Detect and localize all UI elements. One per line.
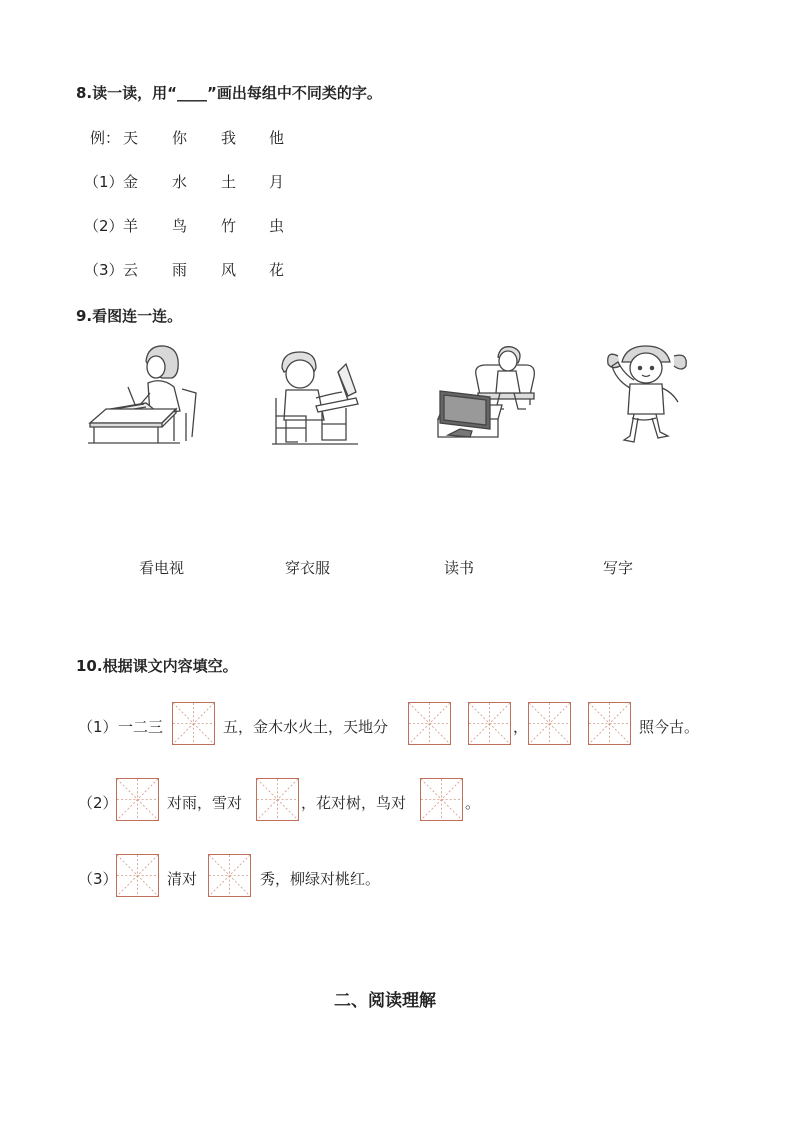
- tianzige-box[interactable]: [208, 854, 251, 897]
- char: 他: [269, 129, 285, 147]
- tianzige-box[interactable]: [172, 702, 215, 745]
- q10-line2-text3: 。: [465, 794, 481, 812]
- char: 竹: [221, 217, 237, 235]
- q10-title: 10.根据课文内容填空。: [76, 657, 238, 675]
- q10-line2-text1: 对雨，雪对: [167, 794, 243, 812]
- tianzige-box[interactable]: [468, 702, 511, 745]
- row-label: （2）: [84, 217, 124, 235]
- char: 月: [269, 173, 285, 191]
- q8-row-1: [84, 171, 390, 191]
- tianzige-box[interactable]: [588, 702, 631, 745]
- q10-line1-text2: 五，金木水火土，天地分: [223, 718, 389, 736]
- char: 鸟: [172, 217, 188, 235]
- q10-line1-num: （1）: [78, 718, 118, 736]
- char: 花: [269, 261, 285, 279]
- row-label: （3）: [84, 261, 124, 279]
- dressing-girl-illustration: [604, 342, 692, 448]
- q10-line3-text1: 清对: [167, 870, 198, 888]
- q10-line2-text2: ，花对树，鸟对: [301, 794, 407, 812]
- match-label-read-book: 读书: [444, 559, 475, 577]
- section-title: 二、阅读理解: [334, 991, 436, 1011]
- q10-line1-text3: ，: [513, 718, 529, 736]
- char: 天: [123, 129, 139, 147]
- match-label-get-dressed: 穿衣服: [285, 559, 331, 577]
- tv-watching-illustration: [436, 345, 542, 443]
- char: 土: [221, 173, 237, 191]
- char: 我: [221, 129, 237, 147]
- char: 风: [221, 261, 237, 279]
- reading-boy-illustration: [272, 350, 360, 446]
- char: 金: [123, 173, 139, 191]
- tianzige-box[interactable]: [420, 778, 463, 821]
- row-label: 例：: [90, 129, 121, 147]
- q10-line3-text2: 秀，柳绿对桃红。: [260, 870, 381, 888]
- q8-row-3: [84, 259, 390, 279]
- q10-line1-text4: 照今古。: [639, 718, 700, 736]
- writing-woman-illustration: [88, 343, 204, 445]
- q10-line2-num: （2）: [78, 794, 118, 812]
- q9-title: 9.看图连一连。: [76, 307, 183, 325]
- tianzige-box[interactable]: [408, 702, 451, 745]
- char: 雨: [172, 261, 188, 279]
- match-label-watch-tv: 看电视: [139, 559, 185, 577]
- char: 云: [123, 261, 139, 279]
- tianzige-box[interactable]: [116, 778, 159, 821]
- match-label-write: 写字: [603, 559, 634, 577]
- tianzige-box[interactable]: [256, 778, 299, 821]
- row-label: （1）: [84, 173, 124, 191]
- q10-line3-num: （3）: [78, 870, 118, 888]
- tianzige-box[interactable]: [528, 702, 571, 745]
- q8-row-2: [84, 215, 390, 235]
- char: 水: [172, 173, 188, 191]
- char: 虫: [269, 217, 285, 235]
- char: 你: [172, 129, 188, 147]
- tianzige-box[interactable]: [116, 854, 159, 897]
- q8-row-example: [90, 127, 390, 147]
- char: 羊: [123, 217, 139, 235]
- q8-title: 8.读一读，用“____”画出每组中不同类的字。: [76, 84, 382, 102]
- q10-line1-text1: 一二三: [118, 718, 164, 736]
